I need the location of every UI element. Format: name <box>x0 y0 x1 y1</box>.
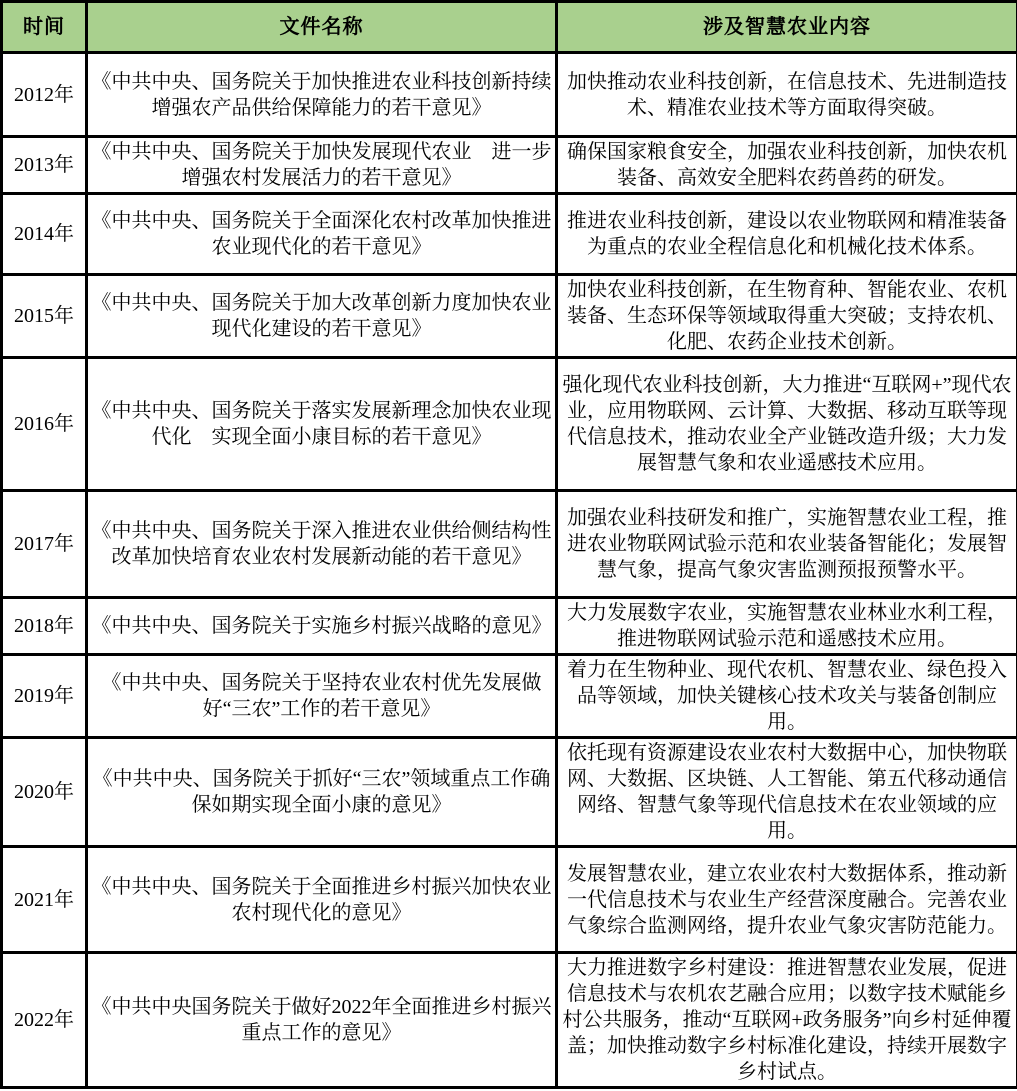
content-cell: 加强农业科技研发和推广，实施智慧农业工程，推进农业物联网试验示范和农业装备智能化；发展智慧气象，提高气象灾害监测预报预警水平。 <box>557 491 1017 598</box>
year-cell: 2021年 <box>2 847 87 953</box>
table-row <box>2 358 1017 491</box>
content-cell: 强化现代农业科技创新，大力推进“互联网+”现代农业，应用物联网、云计算、大数据、移动互联等现代信息技术，推动农业全产业链改造升级；大力发展智慧气象和农业遥感技术应用。 <box>557 358 1017 491</box>
year-cell: 2012年 <box>2 53 87 137</box>
header-cell-smart-agriculture-content: 涉及智慧农业内容 <box>557 2 1017 53</box>
document-cell: 《中共中央、国务院关于坚持农业农村优先发展做好“三农”工作的若干意见》 <box>87 655 557 738</box>
year-cell: 2019年 <box>2 655 87 738</box>
year-cell: 2020年 <box>2 738 87 847</box>
year-cell: 2022年 <box>2 953 87 1088</box>
content-cell: 发展智慧农业，建立农业农村大数据体系，推动新一代信息技术与农业生产经营深度融合。完善农业气象综合监测网络，提升农业气象灾害防范能力。 <box>557 847 1017 953</box>
table-row <box>2 137 1017 194</box>
content-cell: 大力推进数字乡村建设：推进智慧农业发展，促进信息技术与农机农艺融合应用；以数字技术赋能乡村公共服务，推动“互联网+政务服务”向乡村延伸覆盖；加快推动数字乡村标准化建设，持续开展数字乡村试点。 <box>557 953 1017 1088</box>
document-cell: 《中共中央、国务院关于落实发展新理念加快农业现代化 实现全面小康目标的若干意见》 <box>87 358 557 491</box>
year-cell: 2013年 <box>2 137 87 194</box>
table-row <box>2 491 1017 598</box>
year-cell: 2016年 <box>2 358 87 491</box>
document-cell: 《中共中央、国务院关于深入推进农业供给侧结构性改革加快培育农业农村发展新动能的若干意见》 <box>87 491 557 598</box>
document-cell: 《中共中央、国务院关于实施乡村振兴战略的意见》 <box>87 598 557 655</box>
content-cell: 加快推动农业科技创新，在信息技术、先进制造技术、精准农业技术等方面取得突破。 <box>557 53 1017 137</box>
header-cell-document-name: 文件名称 <box>87 2 557 53</box>
table-row <box>2 953 1017 1088</box>
year-cell: 2017年 <box>2 491 87 598</box>
document-cell: 《中共中央、国务院关于加大改革创新力度加快农业现代化建设的若干意见》 <box>87 275 557 358</box>
table-row <box>2 738 1017 847</box>
table-row <box>2 598 1017 655</box>
table-row <box>2 275 1017 358</box>
table-row <box>2 194 1017 275</box>
content-cell: 推进农业科技创新，建设以农业物联网和精准装备为重点的农业全程信息化和机械化技术体系。 <box>557 194 1017 275</box>
year-cell: 2015年 <box>2 275 87 358</box>
header-cell-time: 时间 <box>2 2 87 53</box>
header-row <box>2 2 1017 53</box>
document-cell: 《中共中央、国务院关于加快推进农业科技创新持续增强农产品供给保障能力的若干意见》 <box>87 53 557 137</box>
document-cell: 《中共中央、国务院关于全面深化农村改革加快推进农业现代化的若干意见》 <box>87 194 557 275</box>
table-row <box>2 53 1017 137</box>
document-cell: 《中共中央、国务院关于抓好“三农”领域重点工作确保如期实现全面小康的意见》 <box>87 738 557 847</box>
content-cell: 加快农业科技创新，在生物育种、智能农业、农机装备、生态环保等领域取得重大突破；支持农机、化肥、农药企业技术创新。 <box>557 275 1017 358</box>
year-cell: 2018年 <box>2 598 87 655</box>
year-cell: 2014年 <box>2 194 87 275</box>
content-cell: 依托现有资源建设农业农村大数据中心，加快物联网、大数据、区块链、人工智能、第五代移动通信网络、智慧气象等现代信息技术在农业领域的应用。 <box>557 738 1017 847</box>
document-cell: 《中共中央国务院关于做好2022年全面推进乡村振兴重点工作的意见》 <box>87 953 557 1088</box>
document-cell: 《中共中央、国务院关于加快发展现代农业 进一步增强农村发展活力的若干意见》 <box>87 137 557 194</box>
content-cell: 大力发展数字农业，实施智慧农业林业水利工程，推进物联网试验示范和遥感技术应用。 <box>557 598 1017 655</box>
document-cell: 《中共中央、国务院关于全面推进乡村振兴加快农业农村现代化的意见》 <box>87 847 557 953</box>
content-cell: 确保国家粮食安全，加强农业科技创新，加快农机装备、高效安全肥料农药兽药的研发。 <box>557 137 1017 194</box>
table-row <box>2 655 1017 738</box>
content-cell: 着力在生物种业、现代农机、智慧农业、绿色投入品等领域，加快关键核心技术攻关与装备创制应用。 <box>557 655 1017 738</box>
table-row <box>2 847 1017 953</box>
